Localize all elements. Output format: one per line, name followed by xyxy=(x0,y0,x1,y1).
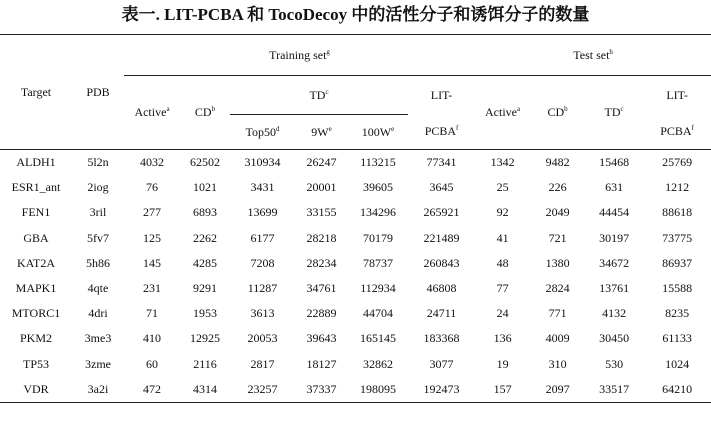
cell-tr-lit: 46808 xyxy=(426,281,457,296)
table-row xyxy=(0,326,711,351)
cell-tr-top50: 23257 xyxy=(230,377,295,403)
col-header-pdb: PDB xyxy=(72,35,124,150)
table-row xyxy=(0,150,711,176)
cell-tr-cd: 2262 xyxy=(193,230,217,245)
cell-te-lit: 15588 xyxy=(662,281,693,296)
cell-pdb: 5h86 xyxy=(86,255,110,270)
cell-tr-active: 125 xyxy=(143,230,161,245)
col-header-target: Target xyxy=(0,35,72,150)
cell-te-cd: 2097 xyxy=(530,377,585,403)
col-header-9w: $9W^e$ xyxy=(295,115,348,150)
cell-pdb: 3a2i xyxy=(72,377,124,403)
table-row xyxy=(0,301,711,326)
cell-tr-top50: 310934 xyxy=(244,155,281,170)
cell-te-lit: 64210 xyxy=(643,377,711,403)
table-row xyxy=(0,352,711,377)
cell-te-active: 1342 xyxy=(490,155,515,170)
cell-te-active: 24 xyxy=(496,306,509,321)
col-header-test-td: $TD^c$ xyxy=(585,76,643,150)
cell-tr-lit: 260843 xyxy=(423,255,460,270)
cell-tr-active: 277 xyxy=(143,205,161,220)
cell-te-cd: 310 xyxy=(548,356,567,371)
cell-te-active: 157 xyxy=(475,377,530,403)
cell-pdb: 3me3 xyxy=(84,331,112,346)
cell-te-active: 136 xyxy=(493,331,512,346)
cell-te-td: 34672 xyxy=(599,255,630,270)
cell-te-active: 25 xyxy=(496,180,509,195)
table-row xyxy=(0,377,711,403)
group-header-test: Test set$^h$ xyxy=(475,35,711,76)
cell-tr-100w: 113215 xyxy=(360,155,396,170)
cell-te-lit: 8235 xyxy=(665,306,690,321)
cell-tr-100w: 134296 xyxy=(360,205,396,220)
cell-target: PKM2 xyxy=(19,331,52,346)
cell-pdb: 2iog xyxy=(87,180,109,195)
cell-te-cd: 9482 xyxy=(545,155,570,170)
cell-tr-100w: 32862 xyxy=(363,356,393,371)
cell-tr-top50: 6177 xyxy=(250,230,275,245)
table-row xyxy=(0,251,711,276)
cell-pdb: 4qte xyxy=(87,281,109,296)
cell-tr-100w: 70179 xyxy=(363,230,393,245)
table-row xyxy=(0,175,711,200)
cell-tr-cd: 4314 xyxy=(180,377,230,403)
cell-te-td: 44454 xyxy=(599,205,630,220)
cell-tr-9w: 20001 xyxy=(306,180,337,195)
cell-te-lit: 86937 xyxy=(662,255,693,270)
cell-tr-top50: 13699 xyxy=(247,205,278,220)
cell-tr-top50: 7208 xyxy=(250,255,275,270)
cell-te-active: 77 xyxy=(496,281,509,296)
cell-te-td: 33517 xyxy=(585,377,643,403)
cell-tr-active: 71 xyxy=(146,306,158,321)
cell-te-lit: 25769 xyxy=(662,155,693,170)
col-header-test-active: Active$^a$ xyxy=(475,76,530,150)
table-row xyxy=(0,226,711,251)
cell-te-active: 19 xyxy=(496,356,509,371)
data-table xyxy=(0,34,711,403)
cell-tr-top50: 3613 xyxy=(250,306,275,321)
cell-tr-top50: 3431 xyxy=(250,180,275,195)
cell-te-td: 530 xyxy=(605,356,624,371)
cell-tr-100w: 112934 xyxy=(360,281,396,296)
cell-tr-cd: 4285 xyxy=(193,255,217,270)
cell-tr-cd: 1953 xyxy=(193,306,217,321)
col-header-test-cd: $CD^b$ xyxy=(530,76,585,150)
cell-tr-lit: 183368 xyxy=(423,331,460,346)
cell-tr-100w: 198095 xyxy=(348,377,408,403)
cell-tr-cd: 9291 xyxy=(193,281,217,296)
cell-tr-9w: 34761 xyxy=(306,281,337,296)
cell-tr-9w: 22889 xyxy=(306,306,337,321)
cell-tr-9w: 18127 xyxy=(306,356,337,371)
cell-tr-top50: 2817 xyxy=(250,356,275,371)
cell-te-cd: 721 xyxy=(548,230,567,245)
cell-target: MAPK1 xyxy=(15,281,57,296)
cell-te-active: 92 xyxy=(496,205,509,220)
cell-tr-100w: 165145 xyxy=(360,331,396,346)
cell-te-td: 4132 xyxy=(602,306,627,321)
cell-target: FEN1 xyxy=(21,205,51,220)
cell-tr-active: 76 xyxy=(146,180,158,195)
cell-te-active: 48 xyxy=(496,255,509,270)
cell-target: ALDH1 xyxy=(16,155,56,170)
cell-te-cd: 1380 xyxy=(545,255,570,270)
cell-pdb: 3zme xyxy=(85,356,111,371)
cell-tr-cd: 62502 xyxy=(190,155,220,170)
cell-tr-lit: 221489 xyxy=(423,230,460,245)
group-header-training: Training set$^g$ xyxy=(124,35,475,76)
cell-te-lit: 73775 xyxy=(662,230,693,245)
cell-target: VDR xyxy=(0,377,72,403)
cell-tr-active: 60 xyxy=(146,356,158,371)
cell-pdb: 5l2n xyxy=(87,155,109,170)
cell-te-lit: 1024 xyxy=(665,356,690,371)
cell-tr-active: 410 xyxy=(143,331,161,346)
cell-pdb: 4dri xyxy=(88,306,108,321)
cell-te-td: 631 xyxy=(605,180,624,195)
cell-tr-active: 4032 xyxy=(140,155,164,170)
col-header-train-cd: $CD^b$ xyxy=(180,76,230,150)
cell-te-cd: 2824 xyxy=(545,281,570,296)
cell-te-td: 15468 xyxy=(599,155,630,170)
cell-te-td: 30197 xyxy=(599,230,630,245)
col-header-100w: $100W^e$ xyxy=(348,115,408,150)
cell-tr-active: 145 xyxy=(143,255,161,270)
cell-target: MTORC1 xyxy=(11,306,61,321)
cell-tr-lit: 24711 xyxy=(426,306,457,321)
cell-te-cd: 226 xyxy=(548,180,567,195)
cell-tr-cd: 1021 xyxy=(193,180,217,195)
col-header-train-active: Active$^a$ xyxy=(124,76,180,150)
cell-tr-top50: 11287 xyxy=(247,281,278,296)
cell-te-cd: 4009 xyxy=(545,331,570,346)
cell-tr-100w: 39605 xyxy=(363,180,393,195)
col-header-top50: Top50$^d$ xyxy=(230,115,295,150)
cell-te-td: 30450 xyxy=(599,331,630,346)
cell-tr-active: 231 xyxy=(143,281,161,296)
cell-pdb: 3ril xyxy=(89,205,107,220)
cell-te-lit: 1212 xyxy=(665,180,690,195)
cell-tr-9w: 37337 xyxy=(295,377,348,403)
cell-tr-lit: 192473 xyxy=(408,377,475,403)
cell-te-td: 13761 xyxy=(599,281,630,296)
cell-target: KAT2A xyxy=(17,255,55,270)
cell-te-cd: 771 xyxy=(548,306,567,321)
cell-tr-active: 472 xyxy=(124,377,180,403)
table-row xyxy=(0,200,711,225)
cell-tr-100w: 44704 xyxy=(363,306,393,321)
cell-tr-9w: 28234 xyxy=(306,255,337,270)
cell-tr-cd: 2116 xyxy=(193,356,217,371)
cell-tr-9w: 28218 xyxy=(306,230,337,245)
cell-te-lit: 61133 xyxy=(662,331,692,346)
table-title: 表一. LIT-PCBA 和 TocoDecoy 中的活性分子和诱饵分子的数量 xyxy=(121,5,590,24)
cell-te-cd: 2049 xyxy=(545,205,570,220)
cell-pdb: 5fv7 xyxy=(87,230,109,245)
cell-tr-9w: 33155 xyxy=(306,205,337,220)
cell-tr-9w: 39643 xyxy=(306,331,337,346)
col-header-train-lit: LIT- PCBA$^f$ xyxy=(408,76,475,150)
cell-target: ESR1_ant xyxy=(11,180,61,195)
cell-tr-top50: 20053 xyxy=(247,331,278,346)
table-row xyxy=(0,276,711,301)
cell-target: GBA xyxy=(23,230,49,245)
cell-tr-cd: 12925 xyxy=(190,331,220,346)
cell-tr-lit: 3645 xyxy=(429,180,454,195)
table-body xyxy=(0,150,711,403)
cell-tr-9w: 26247 xyxy=(306,155,337,170)
cell-tr-100w: 78737 xyxy=(363,255,393,270)
cell-te-active: 41 xyxy=(496,230,509,245)
cell-tr-lit: 77341 xyxy=(426,155,457,170)
cell-te-lit: 88618 xyxy=(662,205,693,220)
col-header-test-lit: LIT- PCBA$^f$ xyxy=(643,76,711,150)
cell-tr-lit: 265921 xyxy=(423,205,460,220)
cell-tr-cd: 6893 xyxy=(193,205,217,220)
col-header-train-td: $TD^c$ xyxy=(230,76,408,115)
cell-target: TP53 xyxy=(22,356,49,371)
cell-tr-lit: 3077 xyxy=(429,356,454,371)
